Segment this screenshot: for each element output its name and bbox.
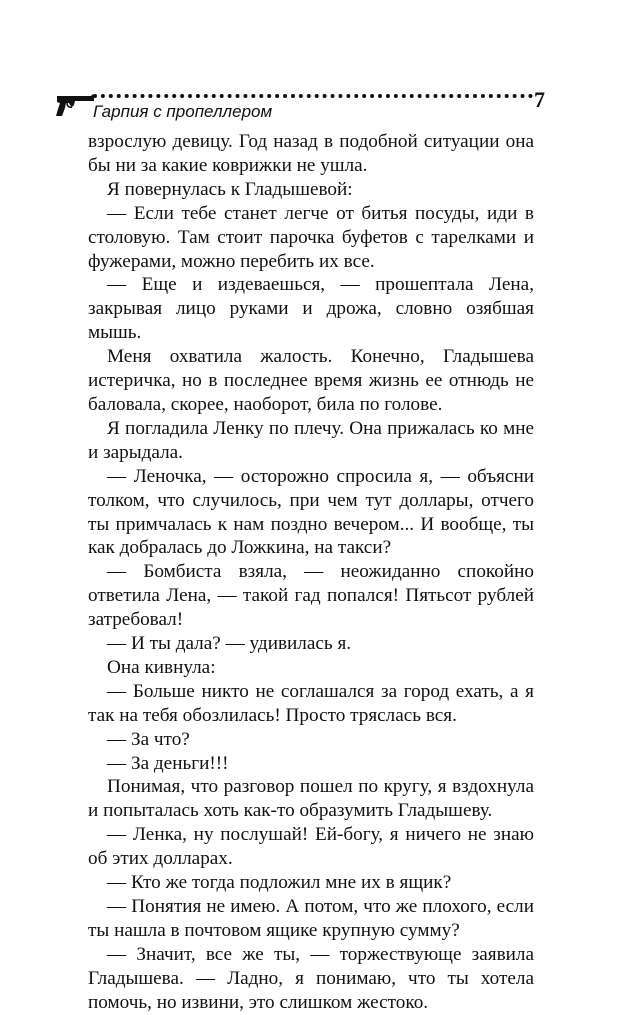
paragraph: Я повернулась к Гладышевой: [107,178,353,200]
paragraph: — Если тебе станет легче от битья посуды, иди в столовую. Там стоит парочка буфетов с тарелками и фужерами, можно перебить их все. [88,202,534,272]
paragraph: — За что? [107,728,190,750]
paragraph: — Леночка, — осторожно спросила я, — объясни толком, что случилось, при чем тут доллары, отчего ты примчалась к нам поздно вечером... И вообще, ты как добралась до Ложкина, на такси? [88,465,534,559]
text-body [88,130,534,1015]
paragraph: Меня охватила жалость. Конечно, Гладышева истеричка, но в последнее время жизнь ее отнюдь не баловала, скорее, наоборот, била по голове. [88,346,534,415]
paragraph: Она кивнула: [107,656,216,678]
header-dotted-rule [93,94,533,98]
page-header [55,86,545,126]
paragraph: — Понятия не имею. А потом, что же плохого, если ты нашла в почтовом ящике крупную сумму? [88,896,534,941]
paragraph: — Бомбиста взяла, — неожиданно спокойно ответила Лена, — такой гад попался! Пятьсот рублей затребовал! [88,561,534,631]
running-title: Гарпия с пропеллером [93,102,273,121]
paragraph: — Ленка, ну послушай! Ей-богу, я ничего не знаю об этих долларах. [88,824,534,870]
page-number: 7 [534,87,545,112]
paragraph: взрослую девицу. Год назад в подобной ситуации она бы ни за какие коврижки не ушла. [88,131,534,176]
revolver-icon [55,92,95,118]
paragraph: Понимая, что разговор пошел по кругу, я вздохнула и попыталась хоть как-то образумить Гладышеву. [88,776,534,822]
paragraph: — Еще и издеваешься, — прошептала Лена, закрывая лицо руками и дрожа, словно озябшая мышь. [88,274,534,344]
paragraph: Я погладила Ленку по плечу. Она прижалась ко мне и зарыдала. [88,417,534,463]
paragraph: — И ты дала? — удивилась я. [107,633,352,655]
paragraph: — За деньги!!! [107,752,229,774]
paragraph: — Кто же тогда подложил мне их в ящик? [107,872,452,894]
paragraph: — Больше никто не соглашался за город ехать, а я так на тебя обозлилась! Просто тряслась вся. [88,680,534,726]
paragraph: — Значит, все же ты, — торжествующе заявила Гладышева. — Ладно, я понимаю, что ты хотела помочь, но извини, это слишком жестоко. [88,943,534,1013]
